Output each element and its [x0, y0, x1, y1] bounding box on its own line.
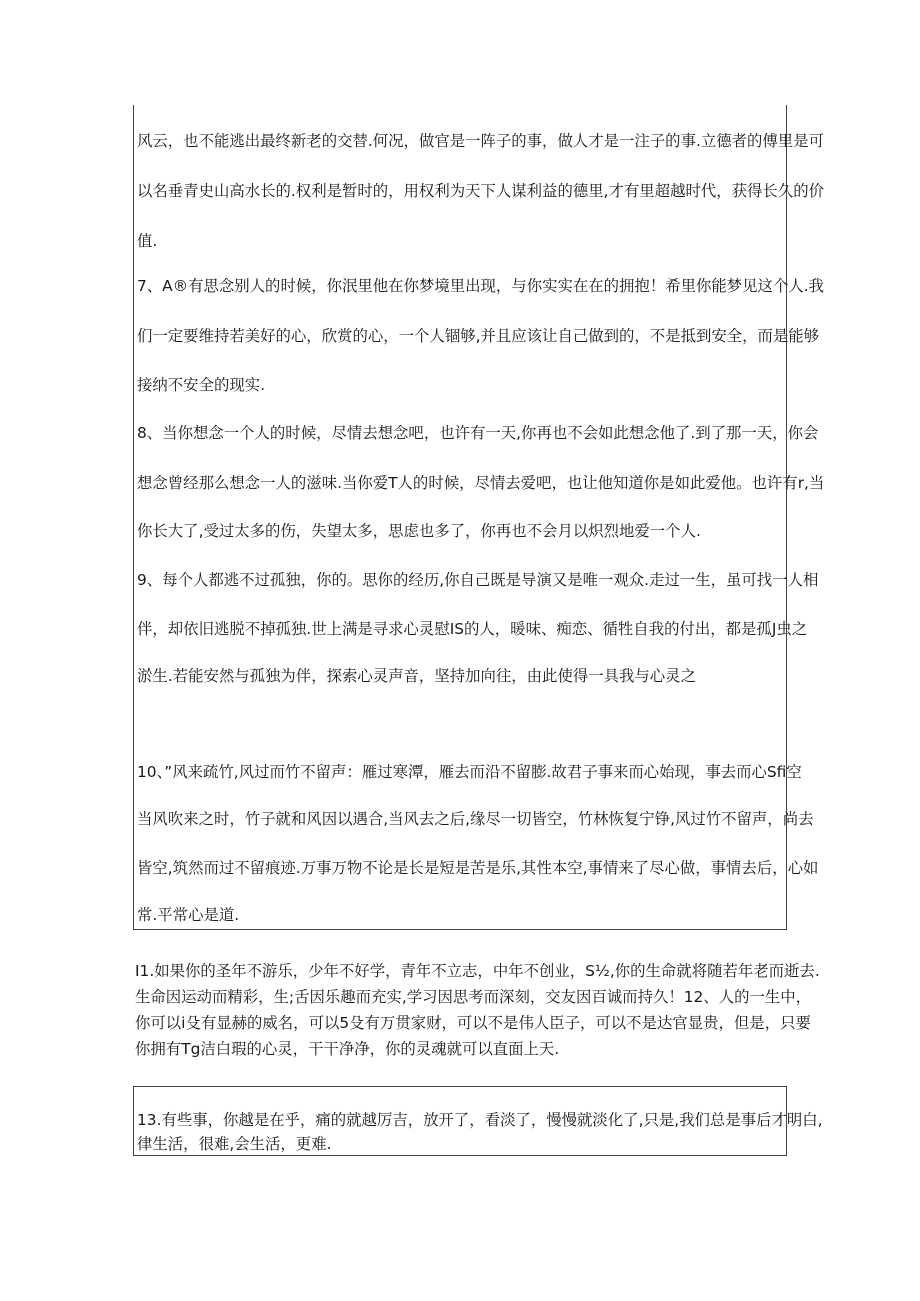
paragraph-line: 当风吹来之时，竹子就和风因以遇合,当风去之后,缘尽一切皆空，竹林恢复宁铮,风过竹不留声，尚去 — [137, 810, 814, 828]
paragraph-line: 生命因运动而精彩，生;舌因乐趣而充实,学习因思考而深刻，交友因百诚而持久！12、人的一生中， — [135, 988, 812, 1006]
paragraph-line: I1.如果你的圣年不游乐，少年不好学，青年不立志，中年不创业，S½,你的生命就将随若年老而逝去. — [135, 962, 820, 980]
paragraph-line: 皆空,筑然而过不留痕迹.万事万物不论是长是短是苦是乐,其性本空,事情来了尽心做，事情去后，心如 — [137, 859, 819, 877]
paragraph-line: 值. — [137, 232, 158, 250]
paragraph-line: 律生活，很难,会生活，更难. — [137, 1135, 332, 1153]
paragraph-line: 9、每个人都逃不过孤独，你的。思你的经历,你自己既是导演又是唯一观众.走过一生，虽可找一人相 — [137, 571, 819, 589]
paragraph-line: 常.平常心是道. — [137, 906, 240, 924]
paragraph-line: 以名垂青史山高水长的.权利是暂时的，用权利为天下人谋利益的德里,才有里超越时代，获得长久的价 — [137, 182, 824, 200]
paragraph-line: 13.有些事，你越是在乎，痛的就越厉吉，放开了，看淡了，慢慢就淡化了,只是,我们总是事后才明白, — [137, 1111, 823, 1129]
paragraph-line: 你可以i殳有显赫的威名，可以5殳有万贯家财，可以不是伟人臣子，可以不是达官显贵，但是，只要 — [135, 1014, 811, 1032]
text-frame-top — [133, 105, 825, 930]
paragraph-line: 伴，却依旧逃脱不掉孤独.世上满是寻求心灵慰IS的人，暖味、痴恋、循牲自我的付出，都是孤J虫之 — [137, 620, 808, 638]
paragraph-line: 接纳不安全的现实. — [137, 376, 266, 394]
paragraph-line: 们一定要维持若美好的心，欣赏的心，一个人锢够,并且应该让自己做到的，不是抵到安全，而是能够 — [137, 327, 820, 345]
paragraph-line: 10、”风来疏竹,风过而竹不留声：雁过寒潭，雁去而沿不留膨.故君子事来而心始现，事去而心Sfi空 — [137, 763, 802, 781]
paragraph-line: 风云，也不能逃出最终新老的交替.何况，做官是一阵子的事，做人才是一注子的事.立德者的傅里是可 — [137, 132, 824, 150]
paragraph-line: 7、A®有思念别人的时候，你泯里他在你梦境里出现，与你实实在在的拥抱！希里你能梦见这个人.我 — [137, 277, 825, 295]
paragraph-line: 你长大了,受过太多的伤，失望太多，思虑也多了，你再也不会月以炽烈地爱一个人. — [137, 522, 701, 540]
paragraph-line: 淤生.若能安然与孤独为伴，探索心灵声音，坚持加向往，由此使得一具我与心灵之 — [137, 667, 696, 685]
paragraph-line: 你拥有Tg洁白瑕的心灵，干干净净，你的灵魂就可以直面上天. — [135, 1040, 560, 1058]
paragraph-line: 8、当你想念一个人的时候，尽情去想念吧，也许有一天,你再也不会如此想念他了.到了那一天，你会 — [137, 424, 819, 442]
paragraph-line: 想念曾经那么想念一人的滋味.当你爱T人的时候，尽情去爱吧，也让他知道你是如此爱他。也许有r,当 — [137, 474, 825, 492]
